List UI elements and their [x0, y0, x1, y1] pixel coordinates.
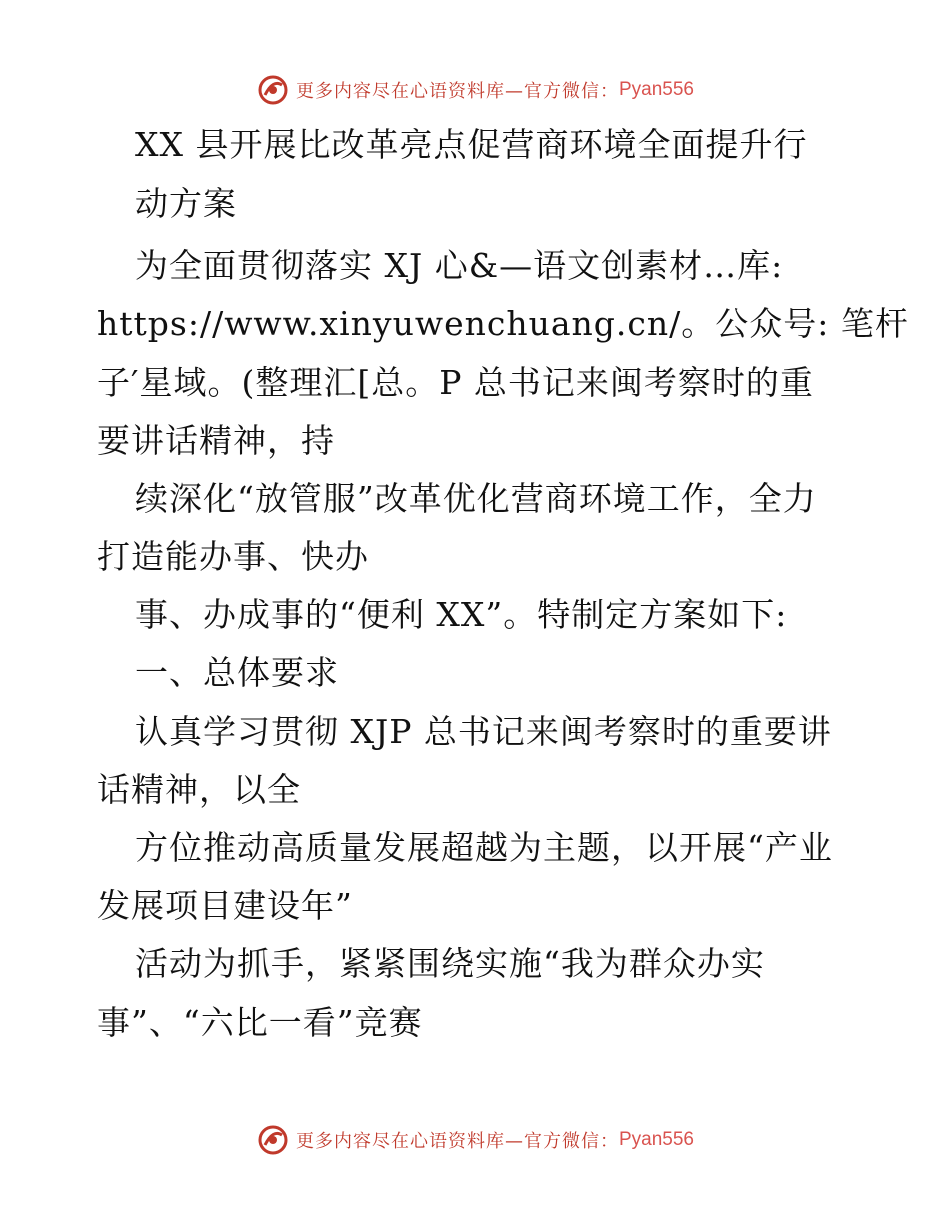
doc-line: 一、总体要求 — [135, 653, 339, 692]
banner-text: 更多内容尽在心语资料库—官方微信： — [295, 1131, 619, 1152]
header-watermark-banner — [0, 70, 950, 110]
doc-line: 子′星域。(整理汇[总。P 总书记来闽考察时的重 — [97, 363, 814, 402]
doc-line: 打造能办事、快办 — [97, 537, 369, 576]
doc-line: 发展项目建设年” — [97, 886, 353, 925]
doc-line: 方位推动高质量发展超越为主题，以开展“产业 — [135, 828, 833, 867]
doc-line: 话精神，以全 — [97, 770, 301, 809]
doc-line: 事、办成事的“便利 XX”。特制定方案如下: — [135, 595, 788, 634]
banner-wechat-id: Pyan556 — [618, 79, 694, 100]
doc-line: 认真学习贯彻 XJP 总书记来闽考察时的重要讲 — [135, 712, 832, 751]
logo-icon — [256, 73, 290, 107]
doc-line: XX 县开展比改革亮点促营商环境全面提升行 — [135, 125, 808, 164]
banner-text: 更多内容尽在心语资料库—官方微信： — [295, 81, 619, 102]
doc-line: 续深化“放管服”改革优化营商环境工作，全力 — [135, 479, 817, 518]
doc-line: https://www.xinyuwenchuang.cn/。公众号: 笔杆 — [97, 304, 909, 343]
banner-wechat-id: Pyan556 — [618, 1129, 694, 1150]
doc-line: 事”、“六比一看”竞赛 — [97, 1003, 423, 1042]
footer-watermark-banner — [0, 1120, 950, 1160]
logo-icon — [256, 1123, 290, 1157]
doc-line: 为全面贯彻落实 XJ 心&—语文创素材…库: — [135, 246, 784, 285]
doc-line: 活动为抓手，紧紧围绕实施“我为群众办实 — [135, 944, 765, 983]
doc-line: 要讲话精神，持 — [97, 421, 335, 460]
doc-line: 动方案 — [135, 184, 237, 223]
